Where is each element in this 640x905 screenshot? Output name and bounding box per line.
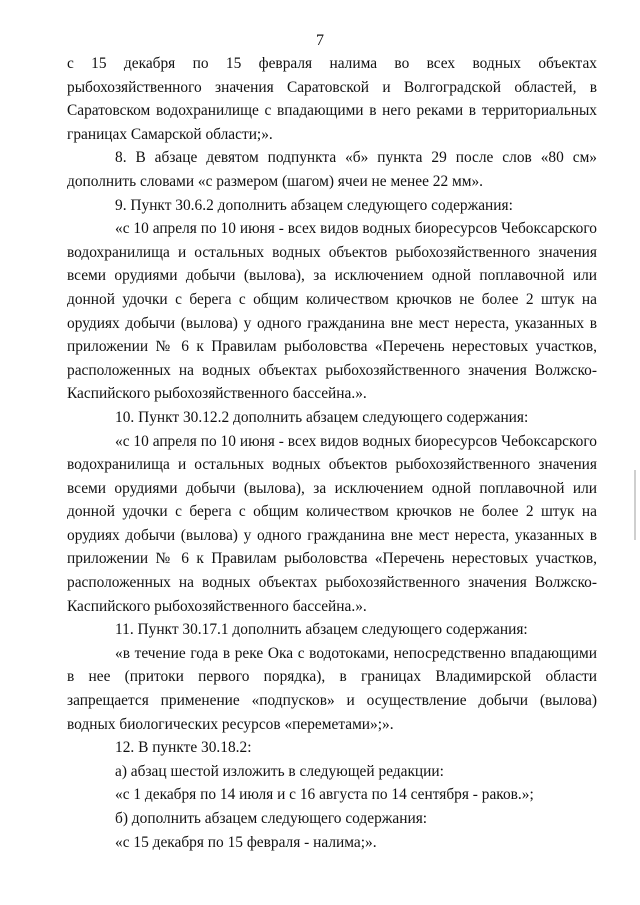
paragraph-quote-30-17-1: «в течение года в реке Ока с водотоками, непосредственно впадающими в нее (притоки первого порядка), в границах Владимирской области запрещается применение «подпусков» и осуществление добычи (вылова) водных биологических ресурсов «переметами»;». (67, 644, 597, 733)
paragraph-continuation: с 15 декабря по 15 февраля налима во всех водных объектах рыбохозяйственного значения Саратовской и Волгоградской областей, в Саратовском водохранилище с впадающими в него реками в территориальных границах Самарской области;». (67, 55, 597, 143)
paragraph-item-12: 12. В пункте 30.18.2: (115, 739, 252, 757)
page-number: 7 (316, 32, 324, 49)
paragraph-quote-raki: «с 1 декабря по 14 июля и с 16 августа по 14 сентября - раков.»; (115, 786, 534, 804)
paragraph-subitem-b: б) дополнить абзацем следующего содержания: (115, 810, 428, 827)
paragraph-quote-30-6-2: «с 10 апреля по 10 июня - всех видов водных биоресурсов Чебоксарского водохранилища и остальных водных объектов рыбохозяйственного значения всеми орудиями добычи (вылова), за исключением одной поплавочной или донной удочки с берега с общим количеством крючков не более 2 штук на орудиях добычи (вылова) у одного гражданина вне мест нереста, указанных в приложении № 6 к Правилам рыболовства «Перечень нерестовых участков, расположенных на водных объектах рыбохозяйственного значения Волжско-Каспийского рыбохозяйственного бассейна.». (67, 220, 597, 403)
scan-edge-mark (634, 470, 636, 540)
paragraph-subitem-a: а) абзац шестой изложить в следующей редакции: (115, 762, 444, 780)
paragraph-quote-30-12-2: «с 10 апреля по 10 июня - всех видов водных биоресурсов Чебоксарского водохранилища и остальных водных объектов рыбохозяйственного значения всеми орудиями добычи (вылова), за исключением одной поплавочной или донной удочки с берега с общим количеством крючков не более 2 штук на орудиях добычи (вылова) у одного гражданина вне мест нереста, указанных в приложении № 6 к Правилам рыболовства «Перечень нерестовых участков, расположенных на водных объектах рыбохозяйственного значения Волжско-Каспийского рыбохозяйственного бассейна.». (67, 432, 597, 615)
paragraph-item-10: 10. Пункт 30.12.2 дополнить абзацем следующего содержания: (115, 408, 529, 426)
paragraph-item-8: 8. В абзаце девятом подпункта «б» пункта 29 после слов «80 см» дополнить словами «с размером (шагом) ячеи не менее 22 мм». (67, 149, 597, 190)
paragraph-item-11: 11. Пункт 30.17.1 дополнить абзацем следующего содержания: (115, 621, 528, 639)
document-body (67, 52, 597, 854)
paragraph-quote-nalim: «с 15 декабря по 15 февраля - налима;». (115, 833, 377, 851)
paragraph-item-9: 9. Пункт 30.6.2 дополнить абзацем следующего содержания: (115, 196, 513, 214)
